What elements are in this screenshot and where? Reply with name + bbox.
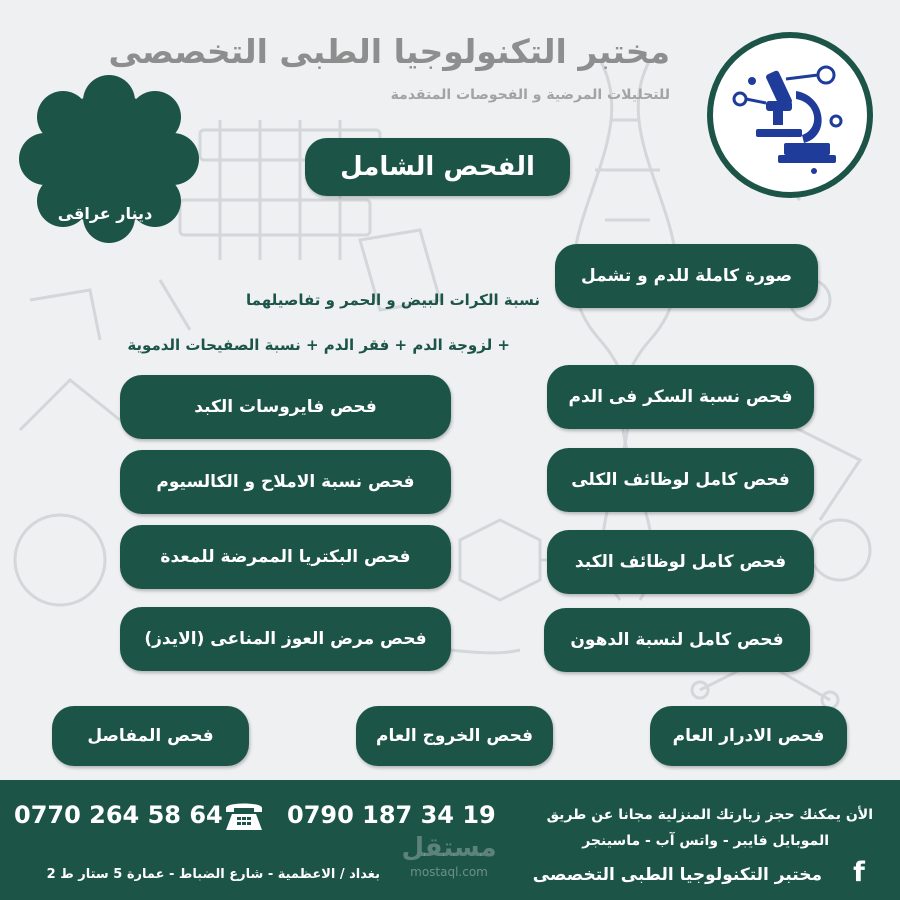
test-liver-function: فحص كامل لوظائف الكبد — [547, 530, 814, 594]
test-stool: فحص الخروج العام — [356, 706, 553, 766]
test-lipid-profile: فحص كامل لنسبة الدهون — [544, 608, 810, 672]
test-joints: فحص المفاصل — [52, 706, 249, 766]
lab-title: مختبر التكنولوجيا الطبى التخصصى — [108, 32, 670, 71]
lab-logo — [707, 32, 873, 198]
main-heading: الفحص الشامل — [305, 138, 570, 196]
test-cbc-note-1: نسبة الكرات البيض و الحمر و تفاصيلهما — [246, 291, 540, 309]
test-cbc-note-2: + لزوجة الدم + فقر الدم + نسبة الصفيحات الدموية — [127, 336, 510, 354]
footer-lab-name: مختبر التكنولوجيا الطبى التخصصى — [532, 865, 822, 885]
watermark-logo — [390, 826, 508, 882]
watermark-url: mostaql.com — [410, 865, 488, 879]
test-hepatitis-viruses: فحص فايروسات الكبد — [120, 375, 451, 439]
test-blood-sugar: فحص نسبة السكر فى الدم — [547, 365, 814, 429]
lab-subtitle: للتحليلات المرضية و الفحوصات المتقدمة — [390, 87, 670, 103]
telephone-icon — [222, 798, 266, 834]
test-cbc: صورة كاملة للدم و تشمل — [555, 244, 818, 308]
lab-address: بغداد / الاعظمية - شارع الضباط - عمارة 5 ستار ط 2 — [46, 867, 380, 882]
phone-number-2[interactable]: 0790 187 34 19 — [287, 801, 496, 829]
test-salts-calcium: فحص نسبة الاملاح و الكالسيوم — [120, 450, 451, 514]
microscope-icon — [726, 51, 854, 179]
phone-number-1[interactable]: 0770 264 58 64 — [14, 801, 223, 829]
test-stomach-bacteria: فحص البكتريا الممرضة للمعدة — [120, 525, 451, 589]
booking-note-line-1: الأن يمكنك حجز زيارتك المنزلية مجانا عن طريق — [546, 807, 873, 823]
test-kidney-function: فحص كامل لوظائف الكلى — [547, 448, 814, 512]
price-currency-label: دينار عراقى — [57, 204, 153, 223]
booking-note-line-2: الموبايل فايبر - واتس آب - ماسينجر — [582, 833, 829, 849]
test-aids: فحص مرض العوز المناعى (الايدز) — [120, 607, 451, 671]
test-urine: فحص الادرار العام — [650, 706, 847, 766]
watermark-text: مستقل — [401, 833, 497, 863]
facebook-icon[interactable]: f — [853, 857, 865, 888]
